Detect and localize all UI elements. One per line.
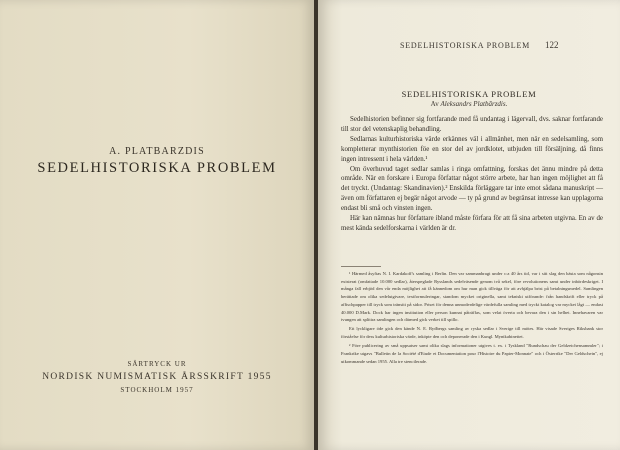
paragraph: Om överhuvud taget sedlar samlas i ringa omfattning, forskas det ännu mindre på detta område. När en forskare i Europa författar något större arbete, har han ingen möjlighet att få det tryckt. (Undantag: Skandinavien).² Enskilda förläggare tar inte emot sådana manuskript — även om författaren ej begär något arvode — ty på grund av begränsat intresse kan upplagorna endast bli små och vinsten ingen. [341, 165, 603, 213]
page-number: 122 [545, 40, 559, 50]
footnote-rule [341, 266, 381, 267]
byline-author: Aleksandrs Platbārzdis. [440, 100, 508, 108]
paragraph: Sedlarnas kulturhistoriska värde erkännes väl i allmänhet, men när en sedelsamling, som kompletterar mynthistorien föe en stor del av jordklotet, utbjuden till försäljning, då finns ingen intressent i hela världen.¹ [341, 135, 603, 163]
footnote: ² Före publicering av små uppsatser samt olika slags informationer utgives t. ex. i Tyskland "Rundschau der Geldzeichensammler"; i Frankrike utgavs "Bulletin de la Société d'Etude et Documentation pour l'Histoire du Papier-Monnaie" och i Österrike "Der Geldschein", ej utkommande sedan 1955. Alla tre stencilerade. [341, 343, 603, 364]
paragraph: Sedelhistorien befinner sig fortfarande med få undantag i lägervall, dvs. saknar fortfarande till stor del vetenskaplig behandling. [341, 116, 603, 133]
footnote: Ett lyckligare öde gick den kände N. E. Rydbergs samling av ryska sedlar i Sverige till mötes. Här visade Sveriges Riksbank stor förståelse för dess kulturhistoriska värde, inköpte den och deponerade den i Kungl. Myntkabinettet. [341, 326, 603, 340]
running-head: SEDELHISTORISKA PROBLEM [400, 41, 531, 50]
footnotes [341, 270, 603, 367]
cover-title: SEDELHISTORISKA PROBLEM [37, 160, 277, 176]
paragraph: Här kan nämnas hur författare ibland måste förfara för att få sina arbeten utgivna. En av de mest kända sedelforskarna i världen är dr. [341, 215, 603, 232]
article-body [341, 115, 603, 234]
imprint-line-1: SÄRTRYCK UR [127, 360, 187, 368]
cover-imprint [0, 358, 314, 397]
article-title: SEDELHISTORISKA PROBLEM [401, 89, 537, 99]
byline [318, 100, 620, 108]
cover-author: A. PLATBARZDIS [109, 146, 205, 157]
footnote: ¹ Härmed åsyftas N. I. Kardakoff's samling i Berlin. Den var sammanbragt under c:a 40 års tid, var i sitt slag den bästa som någonsin existerat (omfattade 10.000 sedlar), återspeglade Rysslands sedelväsende genom två sekel, före revolutionens samt under inbördeskriget. I många fall erbjöd den vår enda möjlighet att få kännedom om hur man gick tillväga för att avhjälpa brist på betalningsmedel. Samlingen berättade om olika sedelutgivare, textformuleringar, standom mycket originella, samt tekniskt utförande: från handskrift eller tryck på affischpapper till tryck som tränsitt på sidor. Priset för denna unmoderdelige värdefulla samling med tryckt katalog var mycket lågt — endast 40.000 D.Mark. Dock har ingen institution eller person kunnat påträffas, som velat överta och bevara den i sin helhet. Innehavaren var tvungen att splittra samlingen och därmed gick verket till spillo. [341, 271, 603, 323]
imprint-line-2: NORDISK NUMISMATISK ÅRSSKRIFT 1955 [42, 372, 272, 382]
byline-prefix: Av [430, 100, 439, 108]
imprint-line-3: STOCKHOLM 1957 [120, 386, 194, 394]
